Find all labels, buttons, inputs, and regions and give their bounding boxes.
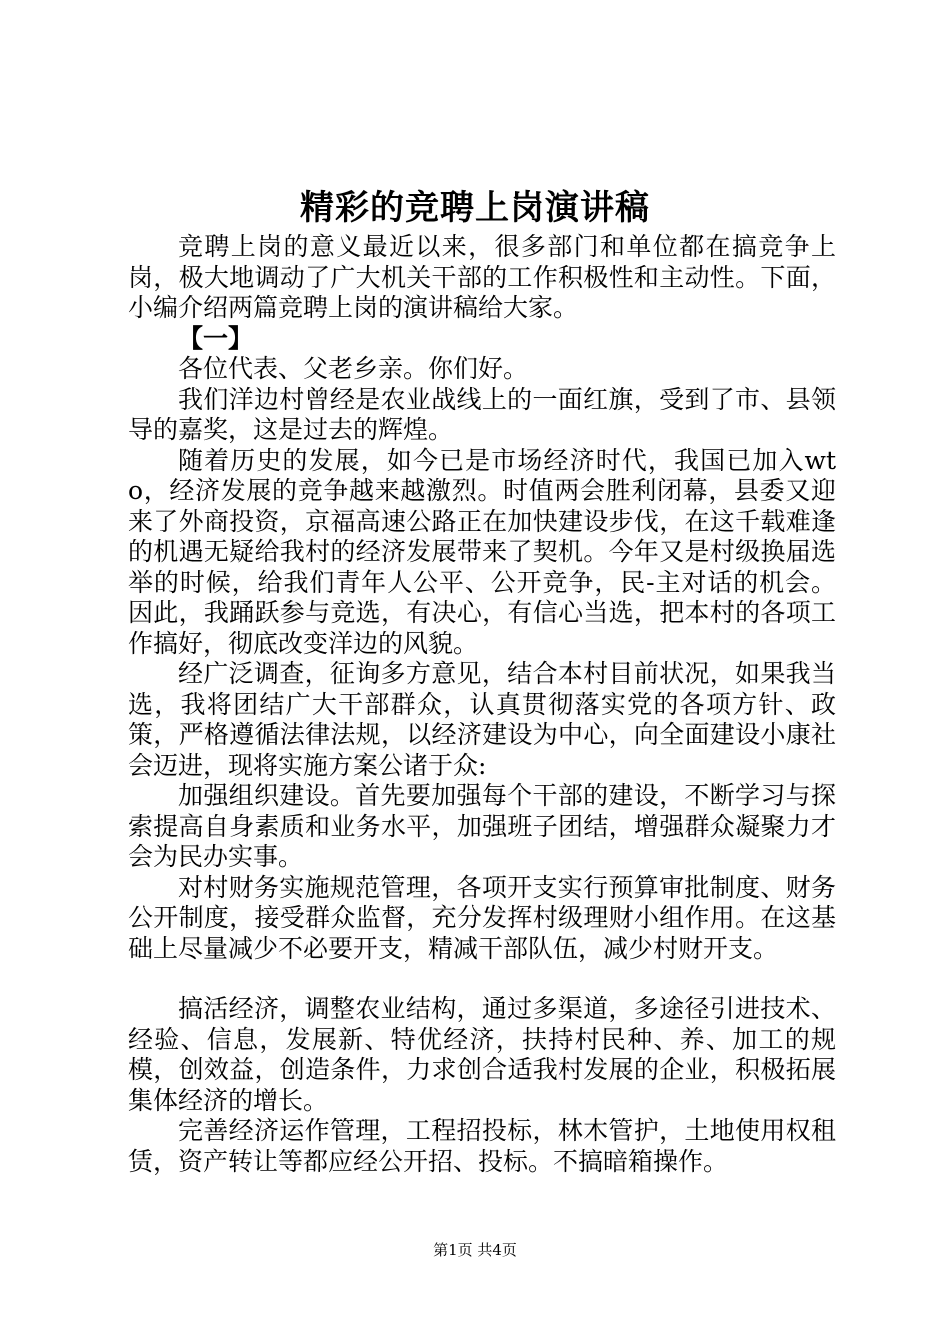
paragraph: 我们洋边村曾经是农业战线上的一面红旗，受到了市、县领导的嘉奖，这是过去的辉煌。	[128, 384, 836, 444]
page-footer: 第1页 共4页	[433, 1241, 517, 1259]
paragraph: 搞活经济，调整农业结构，通过多渠道，多途径引进技术、经验、信息，发展新、特优经济，扶持村民种、养、加工的规模，创效益，创造条件，力求创合适我村发展的企业，积极拓展集体经济的增长。	[128, 994, 836, 1115]
section-heading: 【一】	[178, 323, 254, 353]
paragraph: 竞聘上岗的意义最近以来，很多部门和单位都在搞竞争上岗，极大地调动了广大机关干部的工作积极性和主动性。下面，小编介绍两篇竞聘上岗的演讲稿给大家。	[128, 232, 836, 322]
document-body	[128, 232, 836, 1177]
document-title: 精彩的竞聘上岗演讲稿	[300, 188, 650, 228]
paragraph: 随着历史的发展，如今已是市场经济时代，我国已加入wto，经济发展的竞争越来越激烈。时值两会胜利闭幕，县委又迎来了外商投资，京福高速公路正在加快建设步伐，在这千载难逢的机遇无疑给我村的经济发展带来了契机。今年又是村级换届选举的时候，给我们青年人公平、公开竞争，民-主对话的机会。因此，我踊跃参与竞选，有决心，有信心当选，把本村的各项工作搞好，彻底改变洋边的风貌。	[128, 445, 836, 658]
paragraph: 经广泛调查，征询多方意见，结合本村目前状况，如果我当选，我将团结广大干部群众，认真贯彻落实党的各项方针、政策，严格遵循法律法规，以经济建设为中心，向全面建设小康社会迈进，现将实施方案公诸于众:	[128, 659, 836, 780]
paragraph: 对村财务实施规范管理，各项开支实行预算审批制度、财务公开制度，接受群众监督，充分发挥村级理财小组作用。在这基础上尽量减少不必要开支，精减干部队伍，减少村财开支。	[128, 872, 836, 963]
paragraph: 加强组织建设。首先要加强每个干部的建设，不断学习与探索提高自身素质和业务水平，加强班子团结，增强群众凝聚力才会为民办实事。	[128, 781, 836, 871]
paragraph-gap	[128, 964, 836, 994]
paragraph: 各位代表、父老乡亲。你们好。	[178, 354, 529, 383]
paragraph: 完善经济运作管理，工程招投标，林木管护，土地使用权租赁，资产转让等都应经公开招、投标。不搞暗箱操作。	[128, 1116, 836, 1176]
